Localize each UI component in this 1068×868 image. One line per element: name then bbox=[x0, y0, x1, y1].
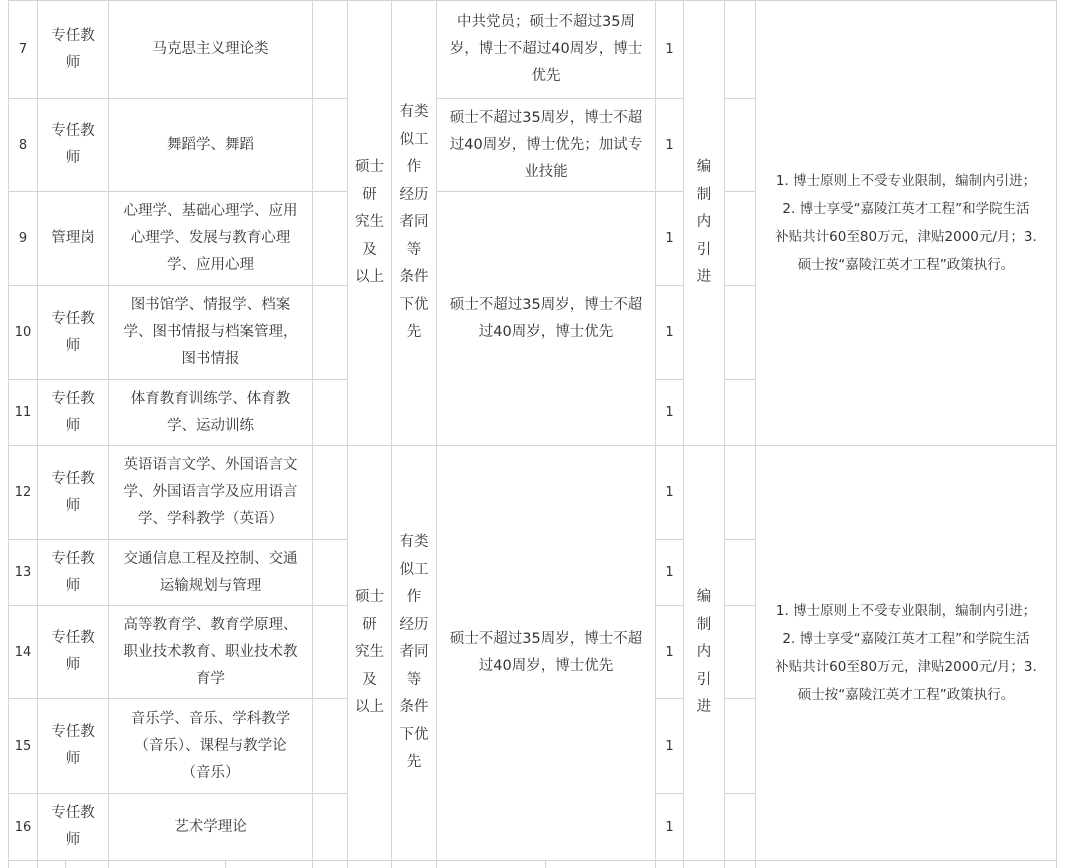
major-requirement-text: 图书馆学、情报学、档案 学、图书情报与档案管理， 图书情报 bbox=[123, 297, 298, 367]
empty-cell bbox=[724, 539, 755, 605]
remarks bbox=[755, 445, 1056, 860]
row-number bbox=[8, 98, 37, 191]
headcount bbox=[655, 379, 683, 445]
row-number-text: 14 bbox=[14, 644, 32, 660]
staffing-type bbox=[683, 0, 724, 445]
row-number bbox=[8, 379, 37, 445]
bottom-row-cell bbox=[391, 860, 436, 868]
remarks-text: 1. 博士原则上不受专业限制，编制内引进； 2. 博士享受“嘉陵江英才工程”和学院生活 补贴共计60至80万元，津贴2000元/月；3. 硕士按“嘉陵江英才工程”政策执行。 bbox=[775, 173, 1037, 273]
row-number-text: 8 bbox=[18, 137, 28, 153]
major-requirement-text: 英语语言文学、外国语言文 学、外国语言学及应用语言 学、学科教学（英语） bbox=[123, 457, 298, 527]
headcount-text: 1 bbox=[665, 738, 674, 754]
post-type-text: 专任教 师 bbox=[51, 390, 95, 434]
empty-cell bbox=[312, 191, 347, 285]
bottom-row-cell bbox=[545, 860, 655, 868]
bottom-row-cell bbox=[37, 860, 65, 868]
headcount-text: 1 bbox=[665, 819, 674, 835]
post-type bbox=[37, 793, 108, 860]
bottom-row-cell bbox=[225, 860, 312, 868]
empty-cell bbox=[724, 445, 755, 539]
table-right-border bbox=[1056, 0, 1057, 868]
headcount-text: 1 bbox=[665, 644, 674, 660]
bottom-row-cell bbox=[436, 860, 545, 868]
experience-requirement-text: 有类 似工 作 经历 者同 等 条件 下优 先 bbox=[399, 534, 429, 771]
row-number bbox=[8, 539, 37, 605]
empty-cell bbox=[724, 698, 755, 793]
empty-cell bbox=[312, 793, 347, 860]
remarks-text: 1. 博士原则上不受专业限制，编制内引进； 2. 博士享受“嘉陵江英才工程”和学院生活 补贴共计60至80万元，津贴2000元/月；3. 硕士按“嘉陵江英才工程”政策执行。 bbox=[775, 603, 1037, 703]
row-number bbox=[8, 698, 37, 793]
row-number-text: 16 bbox=[14, 819, 32, 835]
major-requirement bbox=[108, 191, 312, 285]
empty-cell bbox=[724, 191, 755, 285]
empty-cell bbox=[724, 98, 755, 191]
post-type bbox=[37, 445, 108, 539]
post-type bbox=[37, 285, 108, 379]
post-type bbox=[37, 191, 108, 285]
row-number bbox=[8, 285, 37, 379]
major-requirement bbox=[108, 0, 312, 98]
empty-cell bbox=[724, 285, 755, 379]
education-requirement-text: 硕士 研 究生 及 以上 bbox=[355, 159, 384, 286]
post-type-text: 专任教 师 bbox=[51, 470, 95, 514]
headcount bbox=[655, 285, 683, 379]
row-number-text: 11 bbox=[14, 405, 32, 420]
row-number bbox=[8, 0, 37, 98]
other-requirement-merged bbox=[436, 191, 655, 445]
headcount-text: 1 bbox=[665, 231, 674, 246]
major-requirement-text: 体育教育训练学、体育教 学、运动训练 bbox=[130, 390, 291, 434]
bottom-row-cell bbox=[724, 860, 755, 868]
major-requirement-text: 心理学、基础心理学、应用 心理学、发展与教育心理 学、应用心理 bbox=[123, 203, 298, 273]
major-requirement bbox=[108, 605, 312, 698]
row-number bbox=[8, 191, 37, 285]
post-type-text: 管理岗 bbox=[51, 230, 95, 246]
major-requirement-text: 音乐学、音乐、学科教学 （音乐）、课程与教学论 （音乐） bbox=[130, 710, 291, 781]
major-requirement-text: 舞蹈学、舞蹈 bbox=[167, 136, 254, 153]
row-number-text: 13 bbox=[14, 565, 32, 580]
major-requirement bbox=[108, 539, 312, 605]
empty-cell bbox=[312, 98, 347, 191]
bottom-row-cell bbox=[108, 860, 225, 868]
empty-cell bbox=[312, 605, 347, 698]
major-requirement bbox=[108, 698, 312, 793]
staffing-type-text: 编 制 内 引 进 bbox=[696, 589, 712, 716]
experience-requirement-text: 有类 似工 作 经历 者同 等 条件 下优 先 bbox=[399, 104, 429, 341]
empty-cell bbox=[724, 379, 755, 445]
major-requirement bbox=[108, 793, 312, 860]
post-type-text: 专任教 师 bbox=[51, 27, 95, 71]
major-requirement-text: 高等教育学、教育学原理、 职业技术教育、职业技术教 育学 bbox=[123, 616, 298, 687]
headcount bbox=[655, 698, 683, 793]
remarks bbox=[755, 0, 1056, 445]
staffing-type-text: 编 制 内 引 进 bbox=[696, 159, 712, 286]
other-requirement-merged-text: 硕士不超过35周岁，博士不超 过40周岁，博士优先 bbox=[449, 296, 643, 340]
other-requirement-merged-text: 硕士不超过35周岁，博士不超 过40周岁，博士优先 bbox=[449, 631, 643, 674]
row-number-text: 9 bbox=[18, 231, 28, 246]
row-number-text: 12 bbox=[14, 485, 32, 500]
empty-cell bbox=[724, 605, 755, 698]
other-requirement bbox=[436, 98, 655, 191]
post-type-text: 专任教 师 bbox=[51, 550, 95, 594]
headcount-text: 1 bbox=[665, 485, 674, 500]
major-requirement bbox=[108, 98, 312, 191]
bottom-row-cell bbox=[8, 860, 37, 868]
headcount bbox=[655, 0, 683, 98]
education-requirement bbox=[347, 0, 391, 445]
empty-cell bbox=[724, 0, 755, 98]
row-number bbox=[8, 605, 37, 698]
bottom-row-cell bbox=[755, 860, 1056, 868]
bottom-row-cell bbox=[655, 860, 683, 868]
empty-cell bbox=[312, 379, 347, 445]
education-requirement bbox=[347, 445, 391, 860]
empty-cell bbox=[312, 445, 347, 539]
empty-cell bbox=[312, 698, 347, 793]
empty-cell bbox=[312, 285, 347, 379]
bottom-row-cell bbox=[65, 860, 108, 868]
education-requirement-text: 硕士 研 究生 及 以上 bbox=[355, 589, 384, 716]
headcount bbox=[655, 793, 683, 860]
post-type bbox=[37, 605, 108, 698]
other-requirement-text: 硕士不超过35周岁，博士不超 过40周岁，博士优先；加试专 业技能 bbox=[449, 109, 643, 180]
headcount bbox=[655, 191, 683, 285]
post-type bbox=[37, 0, 108, 98]
headcount bbox=[655, 98, 683, 191]
experience-requirement bbox=[391, 445, 436, 860]
headcount-text: 1 bbox=[665, 405, 674, 420]
major-requirement-text: 交通信息工程及控制、交通 运输规划与管理 bbox=[123, 550, 298, 594]
headcount-text: 1 bbox=[665, 137, 674, 153]
post-type bbox=[37, 379, 108, 445]
bottom-row-cell bbox=[347, 860, 391, 868]
empty-cell bbox=[312, 539, 347, 605]
headcount-text: 1 bbox=[665, 565, 674, 580]
post-type-text: 专任教 师 bbox=[51, 724, 95, 767]
other-requirement-merged bbox=[436, 445, 655, 860]
other-requirement-text: 中共党员；硕士不超过35周 岁，博士不超过40周岁，博士 优先 bbox=[449, 14, 643, 84]
headcount bbox=[655, 445, 683, 539]
bottom-row-cell bbox=[683, 860, 724, 868]
empty-cell bbox=[312, 0, 347, 98]
post-type bbox=[37, 698, 108, 793]
headcount bbox=[655, 539, 683, 605]
row-number bbox=[8, 445, 37, 539]
bottom-row-cell bbox=[312, 860, 347, 868]
post-type-text: 专任教 师 bbox=[51, 805, 95, 848]
major-requirement-text: 艺术学理论 bbox=[174, 818, 247, 835]
empty-cell bbox=[724, 793, 755, 860]
other-requirement bbox=[436, 0, 655, 98]
post-type-text: 专任教 师 bbox=[51, 123, 95, 166]
row-number-text: 10 bbox=[14, 325, 32, 340]
post-type bbox=[37, 539, 108, 605]
post-type-text: 专任教 师 bbox=[51, 310, 95, 354]
row-number-text: 15 bbox=[14, 738, 32, 754]
staffing-type bbox=[683, 445, 724, 860]
major-requirement-text: 马克思主义理论类 bbox=[152, 41, 269, 57]
post-type bbox=[37, 98, 108, 191]
headcount bbox=[655, 605, 683, 698]
major-requirement bbox=[108, 379, 312, 445]
row-number-text: 7 bbox=[18, 42, 28, 57]
row-number bbox=[8, 793, 37, 860]
post-type-text: 专任教 师 bbox=[51, 630, 95, 673]
major-requirement bbox=[108, 445, 312, 539]
experience-requirement bbox=[391, 0, 436, 445]
headcount-text: 1 bbox=[665, 325, 674, 340]
headcount-text: 1 bbox=[665, 42, 674, 57]
major-requirement bbox=[108, 285, 312, 379]
